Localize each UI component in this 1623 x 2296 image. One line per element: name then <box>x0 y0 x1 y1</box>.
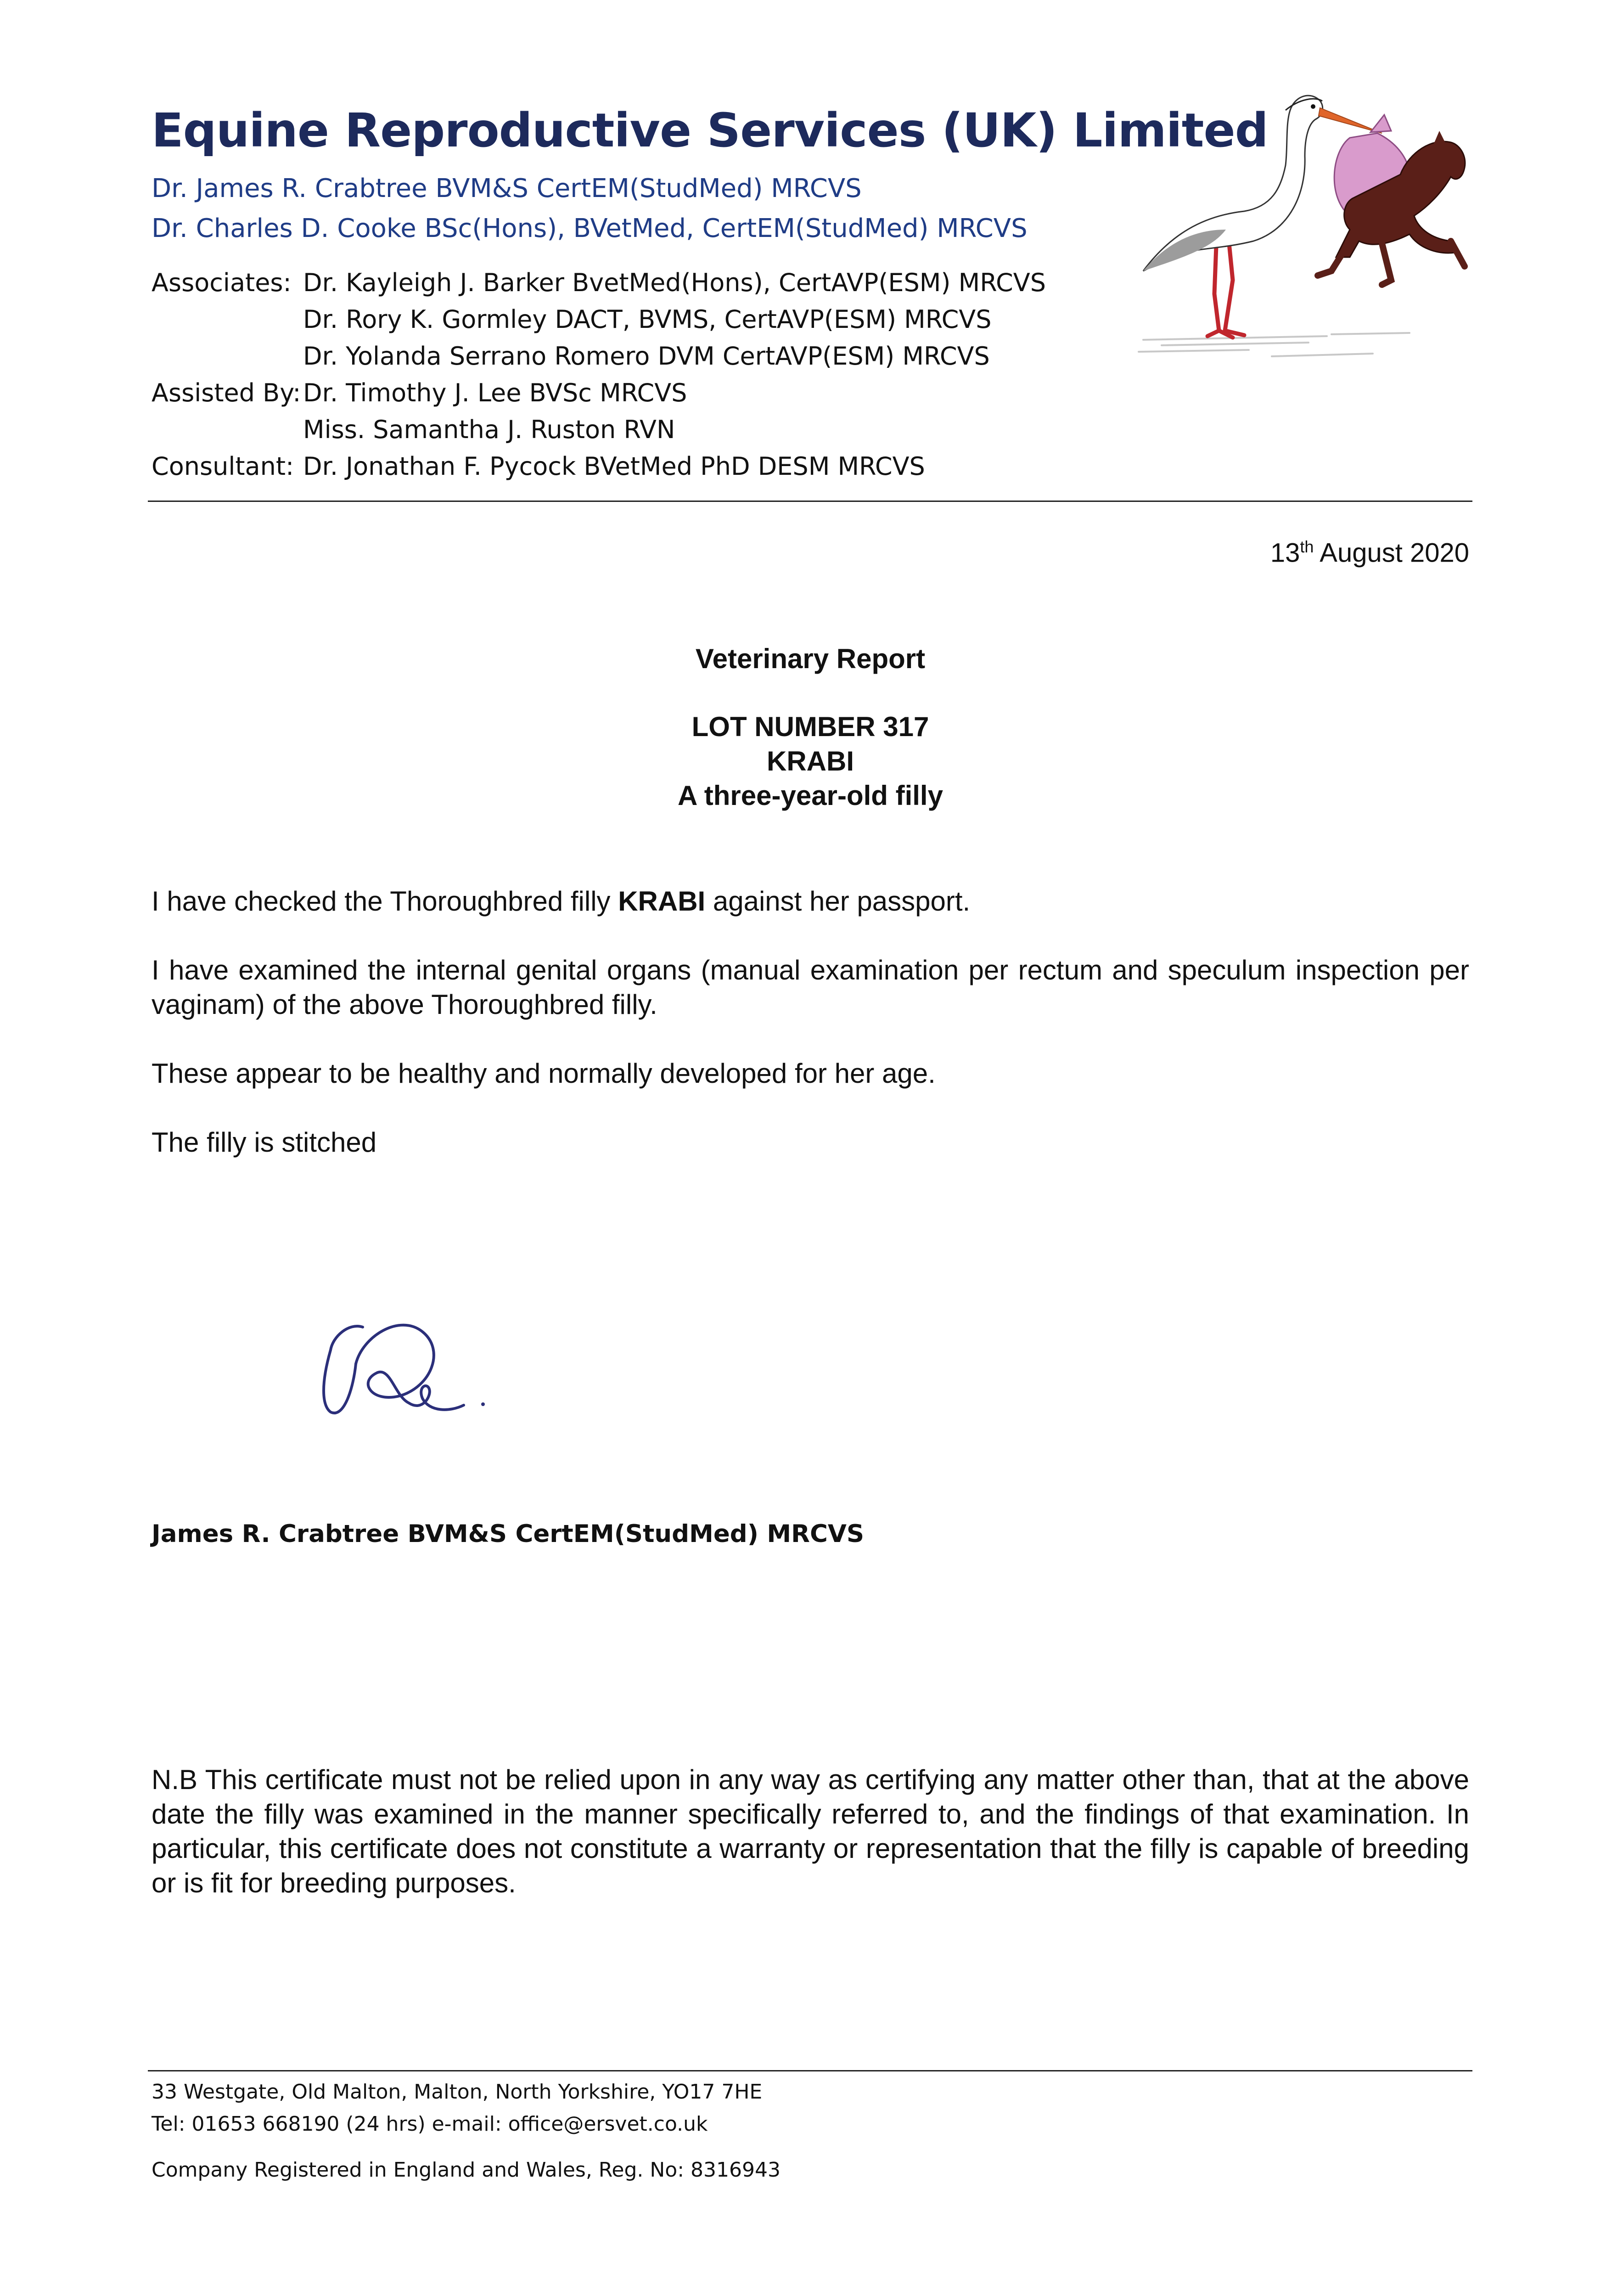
staff-role: Consultant: <box>152 451 294 481</box>
p1-text-end: against her passport. <box>705 886 971 917</box>
handwritten-signature <box>312 1281 496 1424</box>
footer-divider <box>148 2070 1472 2071</box>
report-date <box>1270 537 1469 568</box>
staff-name: Dr. Timothy J. Lee BVSc MRCVS <box>303 378 687 407</box>
horse-name: KRABI <box>767 746 854 777</box>
staff-row <box>152 301 1046 338</box>
paragraph-examination: I have examined the internal genital organs (manual examination per rectum and speculum inspection per vaginam) of the above Thoroughbred filly. <box>152 955 1469 1020</box>
header-divider <box>148 501 1472 502</box>
staff-name: Dr. Kayleigh J. Barker BvetMed(Hons), CertAVP(ESM) MRCVS <box>303 268 1046 297</box>
paragraph-passport-check <box>152 884 1469 918</box>
footer-address: 33 Westgate, Old Malton, Malton, North Yorkshire, YO17 7HE <box>152 2080 763 2104</box>
date-day: 13 <box>1270 538 1300 568</box>
date-month-year: August 2020 <box>1320 538 1469 568</box>
disclaimer: N.B This certificate must not be relied upon in any way as certifying any matter other than, that at the above date the filly was examined in the manner specifically referred to, and the findings of that examination. In particular, this certificate does not constitute a warranty or representation that the filly is capable of breeding or is fit for breeding purposes. <box>152 1764 1469 1898</box>
partner-2: Dr. Charles D. Cooke BSc(Hons), BVetMed, CertEM(StudMed) MRCVS <box>152 214 1028 243</box>
paragraph-health: These appear to be healthy and normally developed for her age. <box>152 1058 936 1089</box>
paragraph-stitched: The filly is stitched <box>152 1127 377 1158</box>
staff-row <box>152 448 1046 484</box>
signer-name: James R. Crabtree BVM&S CertEM(StudMed) MRCVS <box>152 1520 865 1548</box>
date-suffix: th <box>1300 537 1314 556</box>
staff-row <box>152 338 1046 374</box>
partner-1: Dr. James R. Crabtree BVM&S CertEM(StudMed) MRCVS <box>152 174 862 203</box>
lot-number: LOT NUMBER 317 <box>691 711 929 742</box>
company-name: Equine Reproductive Services (UK) Limited <box>152 103 1268 158</box>
staff-name: Dr. Jonathan F. Pycock BVetMed PhD DESM MRCVS <box>303 451 925 481</box>
staff-row <box>152 374 1046 411</box>
staff-role: Associates: <box>152 268 292 297</box>
p1-horse-name: KRABI <box>618 886 706 917</box>
staff-name: Dr. Rory K. Gormley DACT, BVMS, CertAVP(ESM) MRCVS <box>303 304 992 334</box>
staff-name: Dr. Yolanda Serrano Romero DVM CertAVP(ESM) MRCVS <box>303 341 990 371</box>
p1-text: I have checked the Thoroughbred filly <box>152 886 618 917</box>
staff-list <box>152 264 1046 484</box>
footer-registration: Company Registered in England and Wales, Reg. No: 8316943 <box>152 2158 781 2182</box>
staff-name: Miss. Samantha J. Ruston RVN <box>303 415 675 444</box>
staff-row <box>152 264 1046 301</box>
footer-contact: Tel: 01653 668190 (24 hrs) e-mail: office@ersvet.co.uk <box>152 2112 708 2136</box>
staff-role: Assisted By: <box>152 378 301 407</box>
report-title: Veterinary Report <box>695 643 926 674</box>
staff-row <box>152 411 1046 448</box>
stork-foal-logo <box>1134 83 1483 363</box>
horse-description: A three-year-old filly <box>678 780 943 811</box>
